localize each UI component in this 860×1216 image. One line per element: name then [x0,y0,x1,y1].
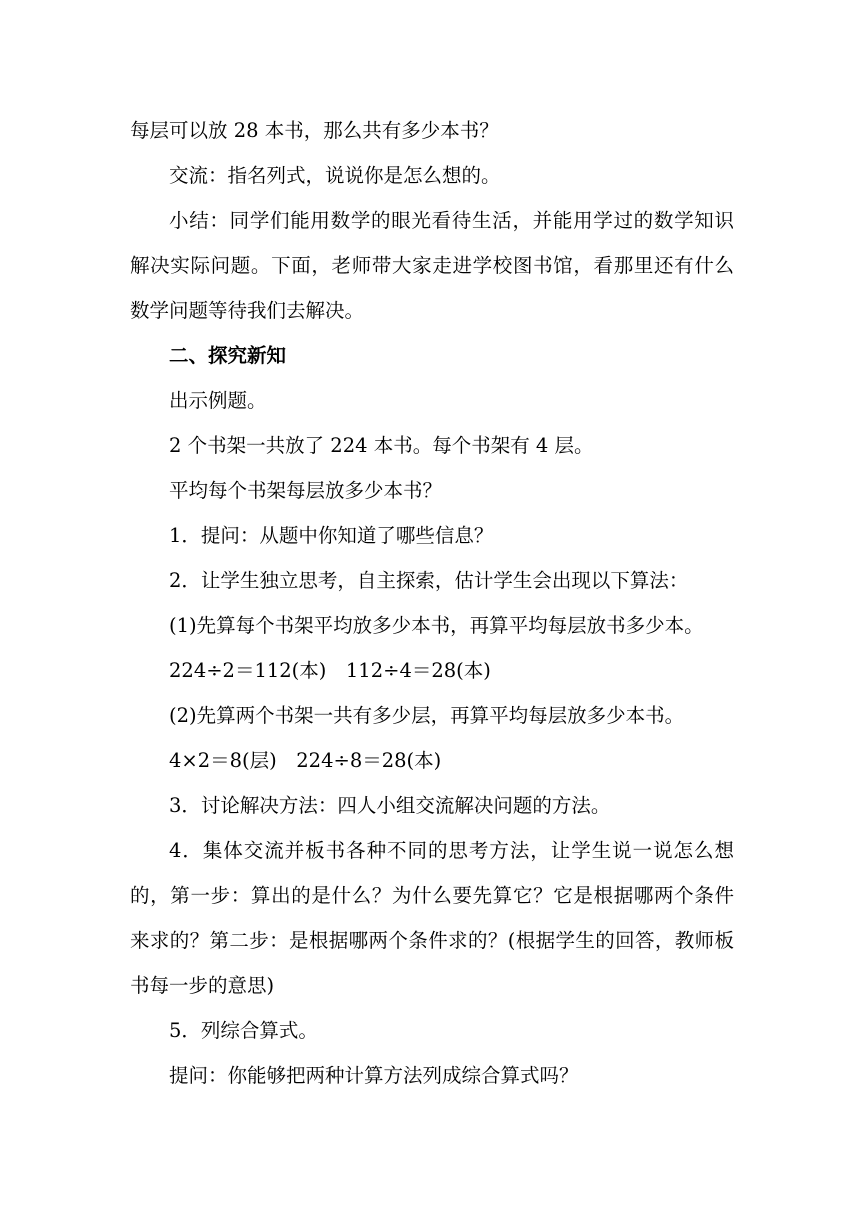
list-item-1: 1．提问：从题中你知道了哪些信息？ [169,524,494,547]
paragraph-summary: 小结：同学们能用数学的眼光看待生活，并能用学过的数学知识解决实际问题。下面，老师带大家走进学校图书馆，看那里还有什么数学问题等待我们去解决。 [130,209,734,322]
list-item-4: 4．集体交流并板书各种不同的思考方法，让学生说一说怎么想的，第一步：算出的是什么？为什么要先算它？它是根据哪两个条件来求的？第二步：是根据哪两个条件求的？(根据学生的回答，教师板书每一步的意思) [130,839,734,997]
method-1-formula: 224÷2＝112(本) 112÷4＝28(本) [169,659,491,682]
method-2-formula: 4×2＝8(层) 224÷8＝28(本) [169,749,442,772]
document-page [130,108,734,1098]
paragraph-question: 提问：你能够把两种计算方法列成综合算式吗？ [169,1064,579,1087]
paragraph-example-question: 平均每个书架每层放多少本书？ [169,479,443,502]
paragraph-exchange: 交流：指名列式，说说你是怎么想的。 [169,164,501,187]
section-heading: 二、探究新知 [169,344,287,367]
method-2-description: (2)先算两个书架一共有多少层，再算平均每层放多少本书。 [169,704,685,727]
list-item-5: 5．列综合算式。 [169,1019,318,1042]
paragraph-continuation: 每层可以放 28 本书，那么共有多少本书？ [130,119,499,142]
method-1-description: (1)先算每个书架平均放多少本书，再算平均每层放书多少本。 [169,614,704,637]
list-item-3: 3．讨论解决方法：四人小组交流解决问题的方法。 [169,794,611,817]
paragraph-show-example: 出示例题。 [169,389,267,412]
paragraph-example-problem: 2 个书架一共放了 224 本书。每个书架有 4 层。 [169,434,594,457]
list-item-2: 2．让学生独立思考，自主探索，估计学生会出现以下算法： [169,569,689,592]
